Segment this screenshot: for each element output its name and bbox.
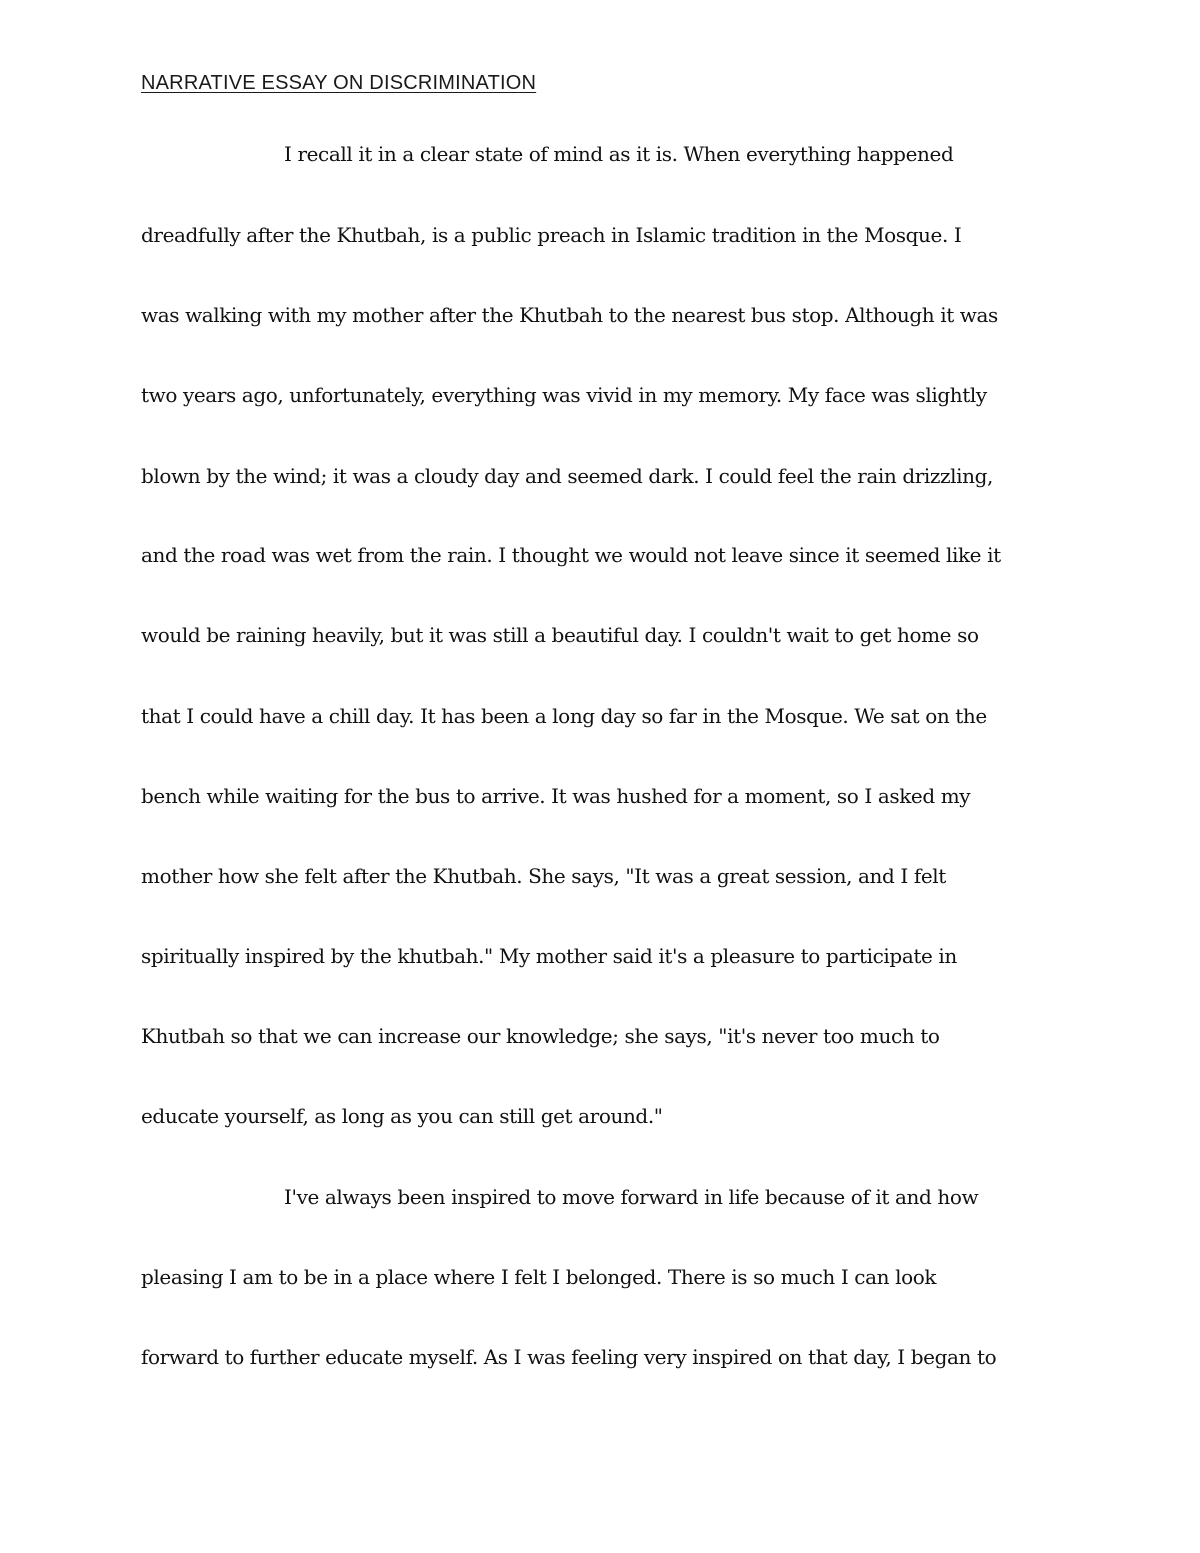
paragraph-1-line-11: spiritually inspired by the khutbah." My mother said it's a pleasure to participate in	[141, 944, 957, 968]
paragraph-2-line-1: I've always been inspired to move forward in life because of it and how	[284, 1185, 979, 1209]
paragraph-1-line-6: and the road was wet from the rain. I thought we would not leave since it seemed like it	[141, 543, 1001, 567]
paragraph-1-line-12: Khutbah so that we can increase our knowledge; she says, "it's never too much to	[141, 1024, 940, 1048]
essay-title: NARRATIVE ESSAY ON DISCRIMINATION	[141, 72, 537, 94]
paragraph-1-line-5: blown by the wind; it was a cloudy day and seemed dark. I could feel the rain drizzling,	[141, 464, 994, 488]
paragraph-1-line-3: was walking with my mother after the Khutbah to the nearest bus stop. Although it was	[141, 303, 998, 327]
paragraph-1-line-9: bench while waiting for the bus to arrive. It was hushed for a moment, so I asked my	[141, 784, 971, 808]
paragraph-2-line-3: forward to further educate myself. As I was feeling very inspired on that day, I began to	[141, 1345, 997, 1369]
paragraph-1-line-1: I recall it in a clear state of mind as it is. When everything happened	[284, 142, 954, 166]
paragraph-1-line-4: two years ago, unfortunately, everything was vivid in my memory. My face was slightly	[141, 383, 987, 407]
paragraph-2-line-2: pleasing I am to be in a place where I felt I belonged. There is so much I can look	[141, 1265, 937, 1289]
paragraph-1-line-10: mother how she felt after the Khutbah. She says, "It was a great session, and I felt	[141, 864, 946, 888]
paragraph-1-line-7: would be raining heavily, but it was still a beautiful day. I couldn't wait to get home so	[141, 623, 979, 647]
paragraph-1-line-2: dreadfully after the Khutbah, is a public preach in Islamic tradition in the Mosque. I	[141, 223, 962, 247]
paragraph-1-line-13: educate yourself, as long as you can still get around."	[141, 1104, 663, 1128]
paragraph-1-line-8: that I could have a chill day. It has been a long day so far in the Mosque. We sat on the	[141, 704, 987, 728]
